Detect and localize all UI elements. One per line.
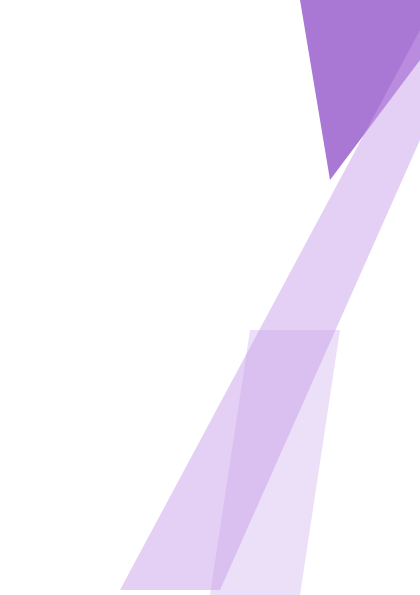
watermark-top-bar xyxy=(300,0,420,180)
watermark-diagonal-band xyxy=(120,30,420,590)
watermark-side-band xyxy=(210,330,340,595)
